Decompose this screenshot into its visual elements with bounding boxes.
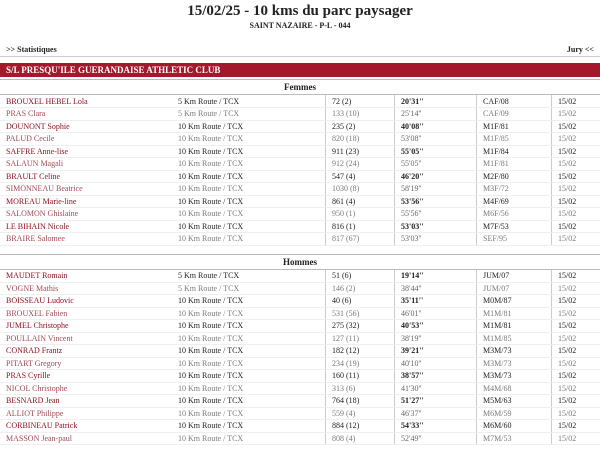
result-row xyxy=(0,133,600,146)
athlete-name[interactable]: PITART Gregory xyxy=(0,357,172,370)
date-cell: 15/02 xyxy=(552,270,600,283)
result-row xyxy=(0,158,600,171)
date-cell: 15/02 xyxy=(552,195,600,208)
result-row xyxy=(0,195,600,208)
date-cell: 15/02 xyxy=(552,95,600,108)
course-cell: 10 Km Route / TCX xyxy=(172,183,326,196)
time-cell: 25'14'' xyxy=(395,108,477,121)
course-cell: 10 Km Route / TCX xyxy=(172,170,326,183)
course-cell: 10 Km Route / TCX xyxy=(172,407,326,420)
athlete-name[interactable]: MASSON Jean-paul xyxy=(0,432,172,445)
category-cell: M1F/81 xyxy=(477,158,552,171)
section-header-hommes: Hommes xyxy=(0,254,600,270)
athlete-name[interactable]: VOGNE Mathis xyxy=(0,282,172,295)
course-cell: 10 Km Route / TCX xyxy=(172,370,326,383)
athlete-name[interactable]: SIMONNEAU Beatrice xyxy=(0,183,172,196)
time-cell: 58'19'' xyxy=(395,183,477,196)
place-cell: 275 (32) xyxy=(326,320,395,333)
result-row xyxy=(0,282,600,295)
course-cell: 10 Km Route / TCX xyxy=(172,133,326,146)
category-cell: M3M/73 xyxy=(477,345,552,358)
time-cell: 19'14'' xyxy=(395,270,477,283)
category-cell: M1M/81 xyxy=(477,307,552,320)
place-cell: 146 (2) xyxy=(326,282,395,295)
result-row xyxy=(0,320,600,333)
time-cell: 55'05'' xyxy=(395,145,477,158)
athlete-name[interactable]: BESNARD Jean xyxy=(0,395,172,408)
date-cell: 15/02 xyxy=(552,220,600,233)
result-row xyxy=(0,295,600,308)
result-row xyxy=(0,382,600,395)
athlete-name[interactable]: JUMEL Christophe xyxy=(0,320,172,333)
time-cell: 38'57'' xyxy=(395,370,477,383)
time-cell: 53'03'' xyxy=(395,220,477,233)
athlete-name[interactable]: BROUXEL HEBEL Lola xyxy=(0,95,172,108)
course-cell: 10 Km Route / TCX xyxy=(172,295,326,308)
category-cell: M1M/81 xyxy=(477,320,552,333)
category-cell: M3M/73 xyxy=(477,357,552,370)
place-cell: 133 (10) xyxy=(326,108,395,121)
athlete-name[interactable]: BOISSEAU Ludovic xyxy=(0,295,172,308)
time-cell: 46'01'' xyxy=(395,307,477,320)
result-row xyxy=(0,120,600,133)
athlete-name[interactable]: LE BIHAIN Nicole xyxy=(0,220,172,233)
athlete-name[interactable]: MAUDET Romain xyxy=(0,270,172,283)
page-header xyxy=(0,0,600,42)
athlete-name[interactable]: PRAS Clara xyxy=(0,108,172,121)
result-row xyxy=(0,407,600,420)
place-cell: 182 (12) xyxy=(326,345,395,358)
time-cell: 51'27'' xyxy=(395,395,477,408)
date-cell: 15/02 xyxy=(552,233,600,246)
athlete-name[interactable]: SALAUN Magali xyxy=(0,158,172,171)
athlete-name[interactable]: POULLAIN Vincent xyxy=(0,332,172,345)
date-cell: 15/02 xyxy=(552,382,600,395)
time-cell: 53'56'' xyxy=(395,195,477,208)
course-cell: 10 Km Route / TCX xyxy=(172,233,326,246)
category-cell: M6F/56 xyxy=(477,208,552,221)
result-row xyxy=(0,420,600,433)
category-cell: M2F/80 xyxy=(477,170,552,183)
date-cell: 15/02 xyxy=(552,332,600,345)
course-cell: 10 Km Route / TCX xyxy=(172,195,326,208)
athlete-name[interactable]: NICOL Christophe xyxy=(0,382,172,395)
statistics-link[interactable]: >> Statistiques xyxy=(6,44,57,54)
course-cell: 10 Km Route / TCX xyxy=(172,120,326,133)
place-cell: 160 (11) xyxy=(326,370,395,383)
result-row xyxy=(0,233,600,246)
results-table-femmes xyxy=(0,95,600,246)
athlete-name[interactable]: CONRAD Frantz xyxy=(0,345,172,358)
athlete-name[interactable]: PALUD Cecile xyxy=(0,133,172,146)
result-row xyxy=(0,270,600,283)
time-cell: 39'21'' xyxy=(395,345,477,358)
result-row xyxy=(0,332,600,345)
date-cell: 15/02 xyxy=(552,183,600,196)
time-cell: 40'10'' xyxy=(395,357,477,370)
results-table-hommes xyxy=(0,270,600,446)
category-cell: M4F/69 xyxy=(477,195,552,208)
date-cell: 15/02 xyxy=(552,432,600,445)
time-cell: 53'08'' xyxy=(395,133,477,146)
time-cell: 46'20'' xyxy=(395,170,477,183)
date-cell: 15/02 xyxy=(552,357,600,370)
athlete-name[interactable]: ALLIOT Philippe xyxy=(0,407,172,420)
course-cell: 5 Km Route / TCX xyxy=(172,108,326,121)
athlete-name[interactable]: DOUNONT Sophie xyxy=(0,120,172,133)
category-cell: M6M/60 xyxy=(477,420,552,433)
course-cell: 10 Km Route / TCX xyxy=(172,220,326,233)
category-cell: M1F/85 xyxy=(477,133,552,146)
date-cell: 15/02 xyxy=(552,295,600,308)
time-cell: 20'31'' xyxy=(395,95,477,108)
category-cell: M6M/59 xyxy=(477,407,552,420)
athlete-name[interactable]: MOREAU Marie-line xyxy=(0,195,172,208)
category-cell: M1M/85 xyxy=(477,332,552,345)
time-cell: 38'19'' xyxy=(395,332,477,345)
time-cell: 41'30'' xyxy=(395,382,477,395)
place-cell: 531 (56) xyxy=(326,307,395,320)
place-cell: 950 (1) xyxy=(326,208,395,221)
athlete-name[interactable]: SALOMON Ghislaine xyxy=(0,208,172,221)
place-cell: 313 (6) xyxy=(326,382,395,395)
date-cell: 15/02 xyxy=(552,420,600,433)
section-header-femmes: Femmes xyxy=(0,79,600,95)
jury-link[interactable]: Jury << xyxy=(566,44,594,54)
category-cell: M1F/81 xyxy=(477,120,552,133)
result-row xyxy=(0,357,600,370)
course-cell: 10 Km Route / TCX xyxy=(172,332,326,345)
course-cell: 10 Km Route / TCX xyxy=(172,345,326,358)
time-cell: 38'44'' xyxy=(395,282,477,295)
result-row xyxy=(0,108,600,121)
course-cell: 10 Km Route / TCX xyxy=(172,208,326,221)
time-cell: 35'11'' xyxy=(395,295,477,308)
place-cell: 51 (6) xyxy=(326,270,395,283)
course-cell: 10 Km Route / TCX xyxy=(172,382,326,395)
place-cell: 884 (12) xyxy=(326,420,395,433)
page-subtitle: SAINT NAZAIRE - P-L - 044 xyxy=(249,21,351,30)
result-row xyxy=(0,395,600,408)
course-cell: 10 Km Route / TCX xyxy=(172,420,326,433)
category-cell: CAF/08 xyxy=(477,95,552,108)
course-cell: 10 Km Route / TCX xyxy=(172,357,326,370)
category-cell: M5M/63 xyxy=(477,395,552,408)
result-row xyxy=(0,307,600,320)
category-cell: JUM/07 xyxy=(477,282,552,295)
athlete-name[interactable]: SAFFRE Anne-lise xyxy=(0,145,172,158)
category-cell: M0M/87 xyxy=(477,295,552,308)
athlete-name[interactable]: BRAIRE Salomee xyxy=(0,233,172,246)
place-cell: 820 (18) xyxy=(326,133,395,146)
date-cell: 15/02 xyxy=(552,282,600,295)
navbar xyxy=(0,42,600,57)
category-cell: M7F/53 xyxy=(477,220,552,233)
result-row xyxy=(0,145,600,158)
date-cell: 15/02 xyxy=(552,133,600,146)
category-cell: CAF/09 xyxy=(477,108,552,121)
category-cell: M3M/73 xyxy=(477,370,552,383)
category-cell: SEF/95 xyxy=(477,233,552,246)
place-cell: 911 (23) xyxy=(326,145,395,158)
club-banner: S/L PRESQU'ILE GUERANDAISE ATHLETIC CLUB xyxy=(0,63,600,77)
place-cell: 127 (11) xyxy=(326,332,395,345)
athlete-name[interactable]: BROUXEL Fabien xyxy=(0,307,172,320)
place-cell: 72 (2) xyxy=(326,95,395,108)
course-cell: 10 Km Route / TCX xyxy=(172,307,326,320)
place-cell: 764 (18) xyxy=(326,395,395,408)
category-cell: JUM/07 xyxy=(477,270,552,283)
time-cell: 55'05'' xyxy=(395,158,477,171)
date-cell: 15/02 xyxy=(552,170,600,183)
date-cell: 15/02 xyxy=(552,307,600,320)
place-cell: 559 (4) xyxy=(326,407,395,420)
athlete-name[interactable]: BRAULT Celine xyxy=(0,170,172,183)
date-cell: 15/02 xyxy=(552,145,600,158)
result-row xyxy=(0,208,600,221)
category-cell: M4M/68 xyxy=(477,382,552,395)
time-cell: 52'49'' xyxy=(395,432,477,445)
category-cell: M7M/53 xyxy=(477,432,552,445)
athlete-name[interactable]: PRAS Cyrille xyxy=(0,370,172,383)
time-cell: 40'53'' xyxy=(395,320,477,333)
place-cell: 547 (4) xyxy=(326,170,395,183)
course-cell: 10 Km Route / TCX xyxy=(172,395,326,408)
date-cell: 15/02 xyxy=(552,120,600,133)
date-cell: 15/02 xyxy=(552,320,600,333)
result-row xyxy=(0,432,600,445)
course-cell: 10 Km Route / TCX xyxy=(172,432,326,445)
place-cell: 816 (1) xyxy=(326,220,395,233)
result-row xyxy=(0,220,600,233)
place-cell: 817 (67) xyxy=(326,233,395,246)
place-cell: 235 (2) xyxy=(326,120,395,133)
course-cell: 10 Km Route / TCX xyxy=(172,145,326,158)
result-row xyxy=(0,345,600,358)
category-cell: M3F/72 xyxy=(477,183,552,196)
time-cell: 46'37'' xyxy=(395,407,477,420)
course-cell: 5 Km Route / TCX xyxy=(172,282,326,295)
course-cell: 10 Km Route / TCX xyxy=(172,320,326,333)
athlete-name[interactable]: CORBINEAU Patrick xyxy=(0,420,172,433)
time-cell: 53'03'' xyxy=(395,233,477,246)
place-cell: 40 (6) xyxy=(326,295,395,308)
course-cell: 10 Km Route / TCX xyxy=(172,158,326,171)
category-cell: M1F/84 xyxy=(477,145,552,158)
date-cell: 15/02 xyxy=(552,407,600,420)
date-cell: 15/02 xyxy=(552,158,600,171)
time-cell: 54'33'' xyxy=(395,420,477,433)
date-cell: 15/02 xyxy=(552,345,600,358)
course-cell: 5 Km Route / TCX xyxy=(172,95,326,108)
place-cell: 808 (4) xyxy=(326,432,395,445)
course-cell: 5 Km Route / TCX xyxy=(172,270,326,283)
place-cell: 1030 (8) xyxy=(326,183,395,196)
place-cell: 912 (24) xyxy=(326,158,395,171)
date-cell: 15/02 xyxy=(552,395,600,408)
place-cell: 861 (4) xyxy=(326,195,395,208)
page-title: 15/02/25 - 10 kms du parc paysager xyxy=(187,3,413,19)
date-cell: 15/02 xyxy=(552,370,600,383)
result-row xyxy=(0,170,600,183)
result-row xyxy=(0,370,600,383)
time-cell: 55'56'' xyxy=(395,208,477,221)
date-cell: 15/02 xyxy=(552,108,600,121)
result-row xyxy=(0,183,600,196)
result-row xyxy=(0,95,600,108)
place-cell: 234 (19) xyxy=(326,357,395,370)
date-cell: 15/02 xyxy=(552,208,600,221)
time-cell: 40'08'' xyxy=(395,120,477,133)
